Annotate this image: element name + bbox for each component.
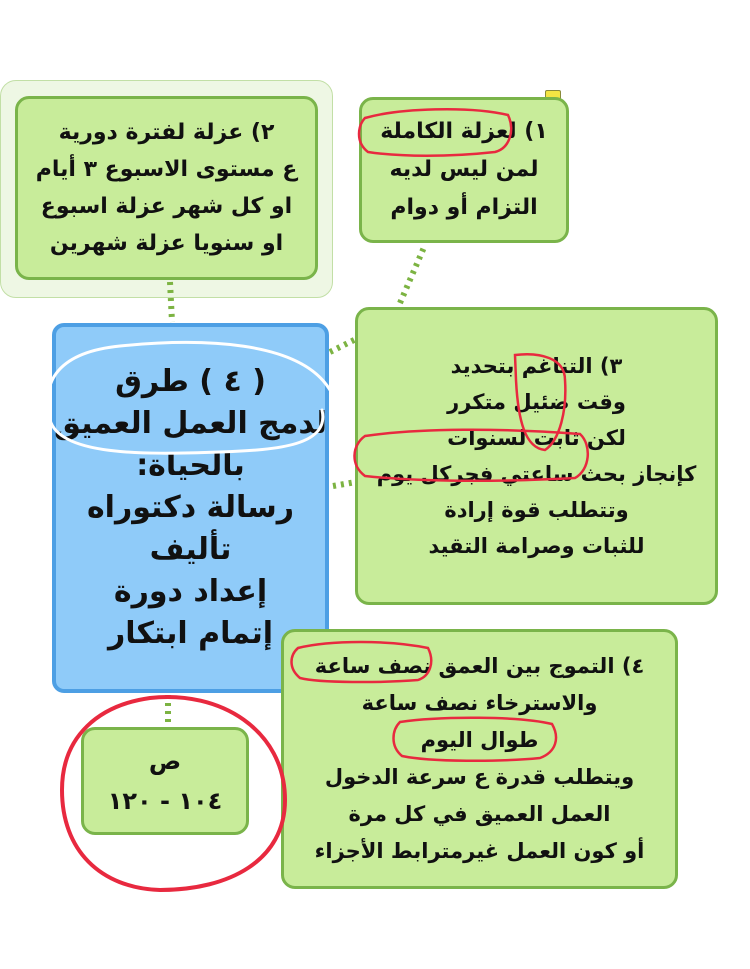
node3-line: وتتطلب قوة إرادة: [444, 498, 629, 522]
center-line: تأليف: [149, 532, 232, 567]
node4-line: ٤) التموج بين العمق نصف ساعة: [314, 654, 645, 678]
page-ref-line: ص: [148, 747, 182, 775]
node3-line: كإنجاز بحث ساعتي فجركل يوم: [376, 462, 697, 486]
node1-line: التزام أو دوام: [390, 195, 538, 220]
center-line: بالحياة:: [136, 448, 245, 483]
node4-line: والاسترخاء نصف ساعة: [361, 691, 598, 715]
node3-line: لكن ثابت لسنوات: [447, 426, 626, 450]
center-line: إتمام ابتكار: [107, 616, 274, 651]
center-line: لدمج العمل العميق: [54, 406, 327, 441]
connector-node3: [333, 482, 356, 486]
node4-line: طوال اليوم: [420, 728, 539, 752]
node2-line: ع مستوى الاسبوع ٣ أيام: [35, 157, 298, 182]
node2-line: او كل شهر عزلة اسبوع: [40, 194, 293, 219]
center-line: إعداد دورة: [113, 574, 268, 609]
connector-node1: [400, 245, 425, 303]
node-full-isolation[interactable]: [359, 97, 569, 243]
node-periodic-isolation[interactable]: [15, 96, 318, 280]
node2-line: ٢) عزلة لفترة دورية: [58, 120, 275, 145]
connector-node3-top: [330, 338, 358, 352]
page-ref-line: ١٠٤ - ١٢٠: [107, 787, 223, 815]
node4-line: أو كون العمل غيرمترابط الأجزاء: [314, 839, 645, 863]
node4-line: العمل العميق في كل مرة: [348, 802, 611, 826]
node-oscillation[interactable]: [281, 629, 678, 889]
node-page-reference[interactable]: [81, 727, 249, 835]
node2-line: او سنويا عزلة شهرين: [49, 231, 284, 256]
node-harmony[interactable]: [355, 307, 718, 605]
node3-line: للثبات وصرامة التقيد: [428, 534, 645, 558]
node3-line: وقت ضئيل متكرر: [447, 390, 626, 414]
node1-line: ١) لعزلة الكاملة: [380, 119, 548, 144]
node3-line: ٣) التناغم بتحديد: [450, 354, 623, 378]
node1-line: لمن ليس لديه: [389, 157, 539, 182]
center-line: ( ٤ ) طرق: [115, 364, 266, 399]
center-line: رسالة دكتوراه: [86, 490, 295, 525]
node4-line: ويتطلب قدرة ع سرعة الدخول: [324, 765, 635, 789]
